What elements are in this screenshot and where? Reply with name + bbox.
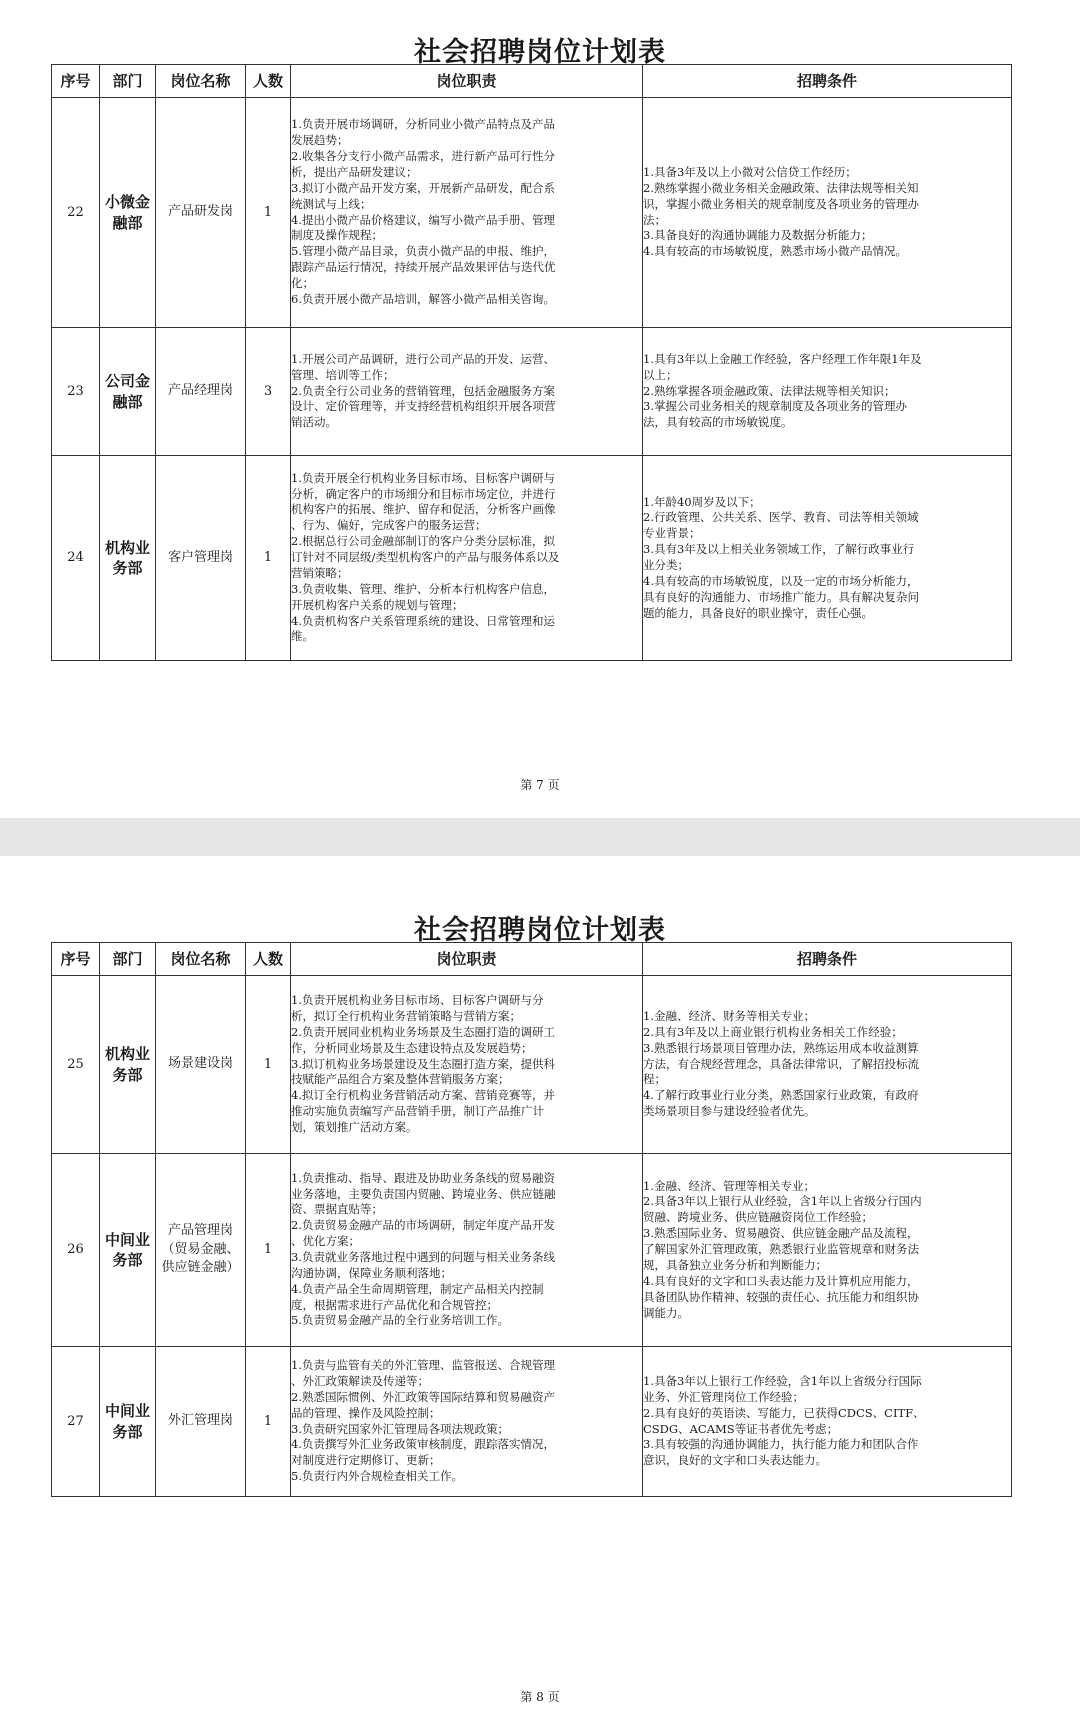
req-line: 调能力。 (643, 1305, 689, 1320)
table-row (52, 328, 1012, 456)
duty-line: 销活动。 (291, 415, 337, 430)
recruitment-plan-table (51, 64, 1012, 661)
duty-line: 、优化方案； (291, 1234, 360, 1249)
duty-line: 2.负责贸易金融产品的市场调研，制定年度产品开发 (291, 1218, 555, 1233)
duty-line: 对制度进行定期修订、更新； (291, 1453, 441, 1468)
row-no: 22 (52, 98, 100, 328)
duty-line: 化； (291, 275, 314, 290)
req-line: 2.具备3年以上银行从业经验，含1年以上省级分行国内 (643, 1194, 922, 1209)
header-duties: 岗位职责 (291, 943, 643, 976)
duty-line: 1.负责与监管有关的外汇管理、监管报送、合规管理 (291, 1358, 555, 1373)
duty-line: 4.拟订全行机构业务营销活动方案、营销竞赛等，并 (291, 1088, 555, 1103)
duty-line: 3.负责就业务落地过程中遇到的问题与相关业务条线 (291, 1250, 555, 1264)
duty-line: 6.负责开展小微产品培训，解答小微产品相关咨询。 (291, 291, 555, 306)
row-requirements (643, 1154, 1012, 1347)
req-line: 程； (643, 1072, 666, 1087)
position-line: （贸易金融、 (161, 1241, 240, 1257)
position-line: 供应链金融） (161, 1260, 240, 1276)
row-duties (291, 976, 643, 1154)
header-dept: 部门 (100, 943, 156, 976)
duty-line: 订针对不同层级/类型机构客户的产品与服务体系以及 (291, 550, 560, 565)
position-line: 产品管理岗 (167, 1222, 233, 1238)
duty-line: 划，策划推广活动方案。 (291, 1120, 418, 1134)
page-separator (0, 818, 1080, 856)
row-position: 产品研发岗 (156, 98, 246, 328)
duty-line: 设计、定价管理等，并支持经营机构组织开展各项营 (291, 399, 556, 414)
duty-line: 5.管理小微产品目录，负责小微产品的申报、维护， (291, 244, 555, 259)
duty-line: 发展趋势； (291, 133, 349, 148)
req-line: 1.金融、经济、财务等相关专业； (643, 1008, 815, 1023)
duty-line: 业务落地，主要负责国内贸融、跨境业务、供应链融 (291, 1186, 556, 1201)
duty-line: 推动实施负责编写产品营销手册，制订产品推广计 (291, 1104, 544, 1119)
duty-line: 2.熟悉国际惯例、外汇政策等国际结算和贸易融资产 (291, 1389, 555, 1404)
row-dept: 机构业务部 (100, 456, 156, 661)
duty-line: 1.负责开展市场调研，分析同业小微产品特点及产品 (291, 117, 555, 132)
req-line: 4.具有良好的文字和口头表达能力及计算机应用能力， (643, 1273, 919, 1288)
header-position: 岗位名称 (156, 65, 246, 98)
row-dept: 小微金融部 (100, 98, 156, 328)
req-line: 2.具有3年及以上商业银行机构业务相关工作经验； (643, 1024, 903, 1039)
document-page-7 (0, 0, 1080, 818)
duty-line: 1.开展公司产品调研，进行公司产品的开发、运营、 (291, 351, 555, 366)
req-line: 具有良好的沟通能力、市场推广能力。具有解决复杂问 (643, 589, 919, 604)
row-requirements (643, 328, 1012, 456)
req-line: 3.具备良好的沟通协调能力及数据分析能力； (643, 228, 873, 243)
duty-line: 资、票据直贴等； (291, 1202, 383, 1217)
header-requirements: 招聘条件 (643, 65, 1012, 98)
req-line: 识，掌握小微业务相关的规章制度及各项业务的管理办 (643, 196, 919, 211)
req-line: CSDG、ACAMS等证书者优先考虑； (643, 1421, 839, 1436)
req-line: 3.具有3年及以上相关业务领域工作，了解行政事业行 (643, 542, 915, 557)
req-line: 规，具备独立业务分析和判断能力； (643, 1257, 827, 1272)
req-line: 以上； (643, 367, 678, 382)
duty-line: 析，提出产品研发建议； (291, 164, 418, 179)
req-line: 1.具备3年以上银行工作经验，含1年以上省级分行国际 (643, 1373, 922, 1388)
duty-line: 、行为、偏好，完成客户的服务运营； (291, 518, 487, 533)
req-line: 专业背景； (643, 526, 701, 541)
row-requirements (643, 976, 1012, 1154)
req-line: 意识，良好的文字和口头表达能力。 (643, 1453, 827, 1468)
duty-line: 开展机构客户关系的规划与管理； (291, 597, 464, 612)
page-title: 社会招聘岗位计划表 (414, 37, 666, 68)
row-duties (291, 98, 643, 328)
req-line: 贸融、跨境业务、供应链融资岗位工作经验； (643, 1210, 873, 1225)
duty-line: 3.负责研究国家外汇管理局各项法规政策； (291, 1421, 509, 1436)
row-dept: 公司金融部 (100, 328, 156, 456)
row-no: 25 (52, 976, 100, 1154)
req-line: 2.熟练掌握小微业务相关金融政策、法律法规等相关知 (643, 180, 919, 195)
duty-line: 品的管理、操作及风险控制； (291, 1405, 441, 1420)
recruitment-plan-table (51, 942, 1012, 1497)
duty-line: 制度及操作规程； (291, 228, 383, 243)
row-count: 1 (246, 456, 291, 661)
row-dept: 中间业务部 (100, 1154, 156, 1347)
row-count: 1 (246, 1347, 291, 1497)
req-line: 4.具有较高的市场敏锐度，以及一定的市场分析能力， (643, 573, 919, 588)
duty-line: 3.拟订小微产品开发方案，开展新产品研发，配合系 (291, 180, 555, 195)
req-line: 了解国家外汇管理政策，熟悉银行业监管规章和财务法 (643, 1242, 919, 1257)
req-line: 法，具有较高的市场敏锐度。 (643, 415, 793, 430)
duty-line: 跟踪产品运行情况，持续开展产品效果评估与迭代优 (291, 260, 556, 275)
table-row (52, 1154, 1012, 1347)
row-no: 27 (52, 1347, 100, 1497)
req-line: 2.行政管理、公共关系、医学、教育、司法等相关领域 (643, 510, 919, 525)
duty-line: 2.收集各分支行小微产品需求，进行新产品可行性分 (291, 149, 555, 164)
row-requirements (643, 1347, 1012, 1497)
duty-line: 技赋能产品组合方案及整体营销服务方案； (291, 1072, 510, 1087)
duty-line: 2.根据总行公司金融部制订的客户分类分层标准，拟 (291, 534, 555, 549)
row-no: 23 (52, 328, 100, 456)
row-count: 3 (246, 328, 291, 456)
duty-line: 度，根据需求进行产品优化和合规管控； (291, 1297, 498, 1312)
req-line: 3.熟悉银行场景项目管理办法，熟练运用成本收益测算 (643, 1040, 919, 1055)
row-duties (291, 328, 643, 456)
page-title: 社会招聘岗位计划表 (414, 915, 666, 946)
duty-line: 4.提出小微产品价格建议，编写小微产品手册、管理 (291, 212, 555, 227)
duty-line: 1.负责开展机构业务目标市场、目标客户调研与分 (291, 993, 544, 1008)
row-count: 1 (246, 1154, 291, 1347)
req-line: 题的能力，具备良好的职业操守，责任心强。 (643, 605, 873, 620)
table-row (52, 1347, 1012, 1497)
duty-line: 沟通协调，保障业务顺利落地； (291, 1265, 452, 1280)
row-position (156, 1154, 246, 1347)
header-dept: 部门 (100, 65, 156, 98)
duty-line: 析，拟订全行机构业务营销策略与营销方案； (291, 1008, 521, 1023)
row-count: 1 (246, 98, 291, 328)
duty-line: 2.负责全行公司业务的营销管理，包括金融服务方案 (291, 383, 555, 398)
header-requirements: 招聘条件 (643, 943, 1012, 976)
table-row (52, 976, 1012, 1154)
table-header-row (52, 65, 1012, 98)
req-line: 1.年龄40周岁及以下； (643, 494, 761, 509)
duty-line: 作，分析同业场景及生态建设特点及发展趋势； (291, 1040, 533, 1055)
req-line: 1.具备3年及以上小微对公信贷工作经历； (643, 164, 857, 179)
duty-line: 2.负责开展同业机构业务场景及生态圈打造的调研工 (291, 1024, 555, 1039)
req-line: 法； (643, 212, 666, 227)
req-line: 1.金融、经济、管理等相关专业； (643, 1178, 815, 1193)
row-requirements (643, 98, 1012, 328)
header-count: 人数 (246, 65, 291, 98)
header-count: 人数 (246, 943, 291, 976)
duty-line: 机构客户的拓展、维护、留存和促活，分析客户画像 (291, 502, 556, 517)
page-number: 第 8 页 (520, 1690, 560, 1704)
req-line: 1.具有3年以上金融工作经验，客户经理工作年限1年及 (643, 351, 922, 366)
req-line: 2.具有良好的英语读、写能力，已获得CDCS、CITF、 (643, 1405, 925, 1420)
row-count: 1 (246, 976, 291, 1154)
document-page-8 (0, 856, 1080, 1717)
req-line: 方法，有合规经营理念，具备法律常识，了解招投标流 (643, 1056, 919, 1071)
duty-line: 维。 (291, 629, 314, 644)
row-position: 客户管理岗 (156, 456, 246, 661)
header-duties: 岗位职责 (291, 65, 643, 98)
req-line: 类场景项目参与建设经验者优先。 (643, 1104, 816, 1119)
req-line: 具备团队协作精神、较强的责任心、抗压能力和组织协 (643, 1289, 919, 1304)
req-line: 3.具有较强的沟通协调能力，执行能力能力和团队合作 (643, 1437, 919, 1452)
row-position: 产品经理岗 (156, 328, 246, 456)
duty-line: 营销策略； (291, 565, 349, 580)
duty-line: 、外汇政策解读及传递等； (291, 1373, 429, 1388)
duty-line: 5.负责贸易金融产品的全行业务培训工作。 (291, 1313, 509, 1328)
row-dept: 机构业务部 (100, 976, 156, 1154)
row-no: 26 (52, 1154, 100, 1347)
duty-line: 统测试与上线； (291, 196, 372, 211)
duty-line: 4.负责产品全生命周期管理，制定产品相关内控制 (291, 1281, 544, 1296)
req-line: 4.具有较高的市场敏锐度，熟悉市场小微产品情况。 (643, 244, 907, 259)
row-duties (291, 456, 643, 661)
header-no: 序号 (52, 65, 100, 98)
row-position: 场景建设岗 (156, 976, 246, 1154)
table-header-row (52, 943, 1012, 976)
row-no: 24 (52, 456, 100, 661)
req-line: 业分类； (643, 558, 689, 572)
header-position: 岗位名称 (156, 943, 246, 976)
req-line: 3.熟悉国际业务、贸易融资、供应链金融产品及流程， (643, 1226, 919, 1241)
duty-line: 4.负责机构客户关系管理系统的建设、日常管理和运 (291, 613, 555, 628)
table-row (52, 456, 1012, 661)
duty-line: 4.负责撰写外汇业务政策审核制度，跟踪落实情况， (291, 1437, 555, 1452)
table-row (52, 98, 1012, 328)
req-line: 4.了解行政事业行业分类，熟悉国家行业政策，有政府 (643, 1088, 919, 1103)
duty-line: 分析，确定客户的市场细分和目标市场定位，并进行 (291, 486, 556, 501)
req-line: 业务、外汇管理岗位工作经验； (643, 1389, 804, 1404)
duty-line: 3.负责收集、管理、维护、分析本行机构客户信息， (291, 581, 555, 596)
header-no: 序号 (52, 943, 100, 976)
duty-line: 1.负责推动、指导、跟进及协助业务条线的贸易融资 (291, 1170, 555, 1185)
row-requirements (643, 456, 1012, 661)
req-line: 3.掌握公司业务相关的规章制度及各项业务的管理办 (643, 399, 907, 414)
row-duties (291, 1154, 643, 1347)
row-dept: 中间业务部 (100, 1347, 156, 1497)
req-line: 2.熟练掌握各项金融政策、法律法规等相关知识； (643, 383, 896, 398)
duty-line: 管理、培训等工作； (291, 367, 395, 382)
row-position: 外汇管理岗 (156, 1347, 246, 1497)
duty-line: 3.拟订机构业务场景建设及生态圈打造方案，提供科 (291, 1056, 555, 1071)
row-duties (291, 1347, 643, 1497)
page-number: 第 7 页 (520, 778, 560, 792)
duty-line: 1.负责开展全行机构业务目标市场、目标客户调研与 (291, 470, 555, 485)
duty-line: 5.负责行内外合规检查相关工作。 (291, 1469, 463, 1484)
